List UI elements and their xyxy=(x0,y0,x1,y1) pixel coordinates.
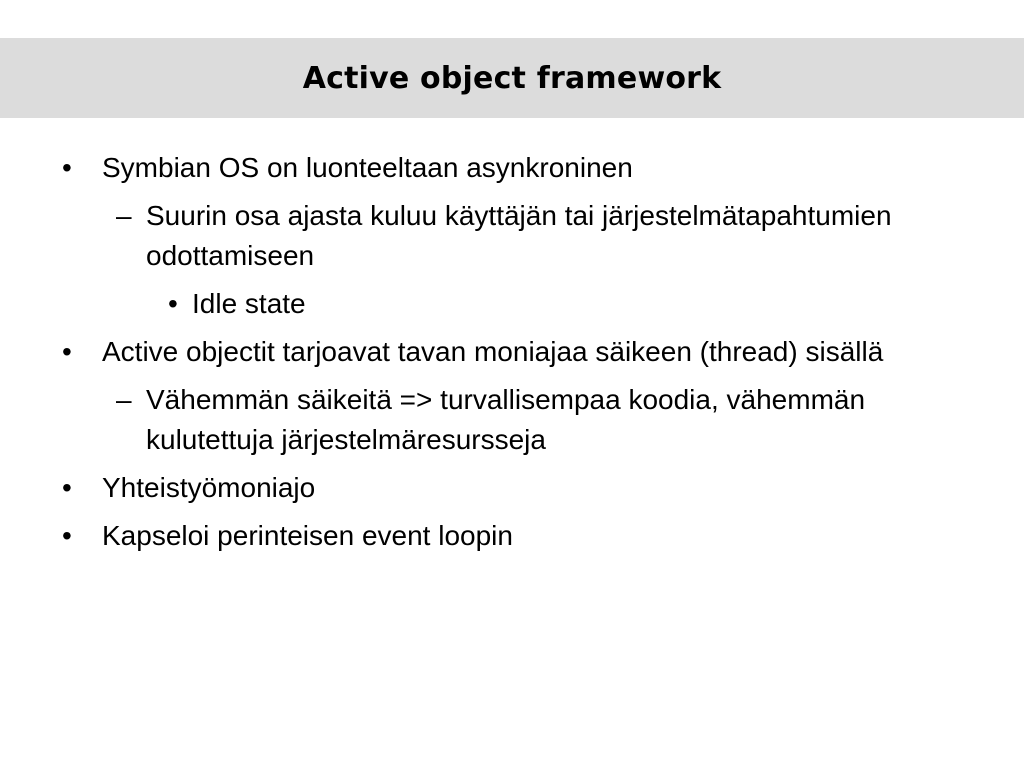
dash-marker: – xyxy=(116,384,132,415)
sub-bullet-text: Vähemmän säikeitä => turvallisempaa koodia, vähemmän kulutettuja järjestelmäresursseja xyxy=(146,384,866,455)
bullet-text: Kapseloi perinteisen event loopin xyxy=(102,520,513,551)
bullet-item xyxy=(0,332,1024,372)
bullet-marker: • xyxy=(168,288,178,319)
bullet-text: Active objectit tarjoavat tavan moniajaa säikeen (thread) sisällä xyxy=(102,336,884,367)
sub-sub-bullet-item xyxy=(0,284,1024,324)
sub-bullet-item xyxy=(0,196,1024,276)
dash-marker: – xyxy=(116,200,132,231)
sub-bullet-item xyxy=(0,380,1024,460)
bullet-text: Yhteistyömoniajo xyxy=(102,472,316,503)
title-band xyxy=(0,38,1024,118)
bullet-marker: • xyxy=(62,152,72,183)
bullet-item xyxy=(0,516,1024,556)
sub-sub-bullet-text: Idle state xyxy=(192,288,306,319)
bullet-marker: • xyxy=(62,472,72,503)
bullet-marker: • xyxy=(62,336,72,367)
bullet-item xyxy=(0,468,1024,508)
bullet-marker: • xyxy=(62,520,72,551)
slide-title: Active object framework xyxy=(302,60,722,96)
sub-bullet-text: Suurin osa ajasta kuluu käyttäjän tai järjestelmätapahtumien odottamiseen xyxy=(146,200,892,271)
bullet-list xyxy=(0,148,1024,564)
bullet-item xyxy=(0,148,1024,188)
bullet-text: Symbian OS on luonteeltaan asynkroninen xyxy=(102,152,633,183)
